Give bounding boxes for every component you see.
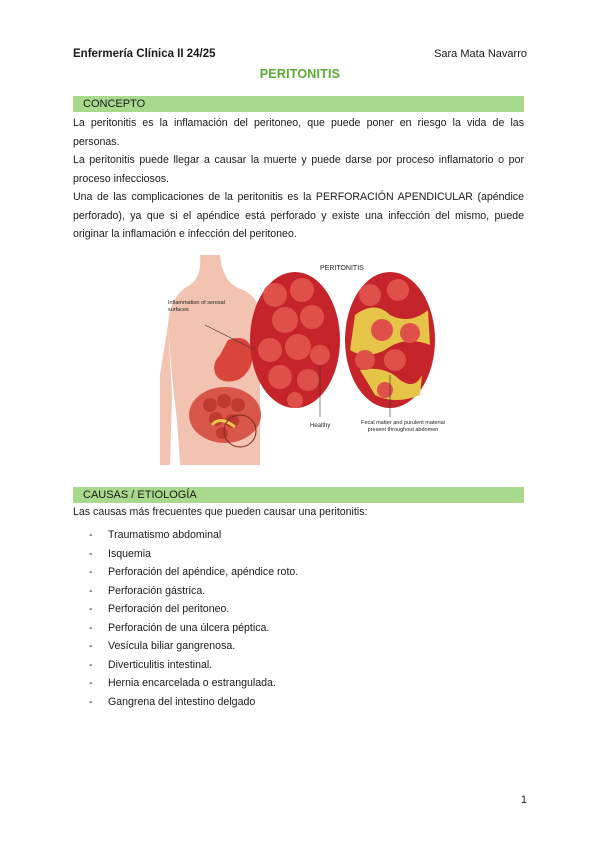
list-item	[73, 545, 298, 564]
peritonitis-illustration	[160, 255, 450, 465]
list-bullet: -	[89, 640, 93, 652]
document-author: Sara Mata Navarro	[434, 48, 527, 60]
list-bullet: -	[89, 566, 93, 578]
list-item	[73, 582, 298, 601]
section-heading-concepto	[73, 96, 524, 112]
figure-label-healthy: Healthy	[310, 423, 331, 429]
list-bullet: -	[89, 584, 93, 597]
list-item-text: Isquemia	[108, 547, 151, 560]
list-item	[73, 563, 298, 582]
list-bullet: -	[89, 603, 93, 615]
list-bullet: -	[89, 695, 93, 708]
list-item	[73, 656, 298, 675]
list-item	[73, 674, 298, 693]
list-item	[73, 637, 298, 656]
paragraph-causes-death: La peritonitis puede llegar a causar la muerte y puede darse por proceso inflamatorio o por proceso infecciosos.	[73, 154, 524, 185]
list-item-text: Traumatismo abdominal	[108, 529, 222, 541]
causes-list	[73, 526, 298, 711]
page-title: PERITONITIS	[259, 67, 341, 81]
list-item	[73, 693, 298, 712]
list-item-text: Diverticulitis intestinal.	[108, 658, 213, 671]
paragraph-definition: La peritonitis es la inflamación del peritoneo, que puede poner en riesgo la vida de las personas.	[73, 117, 524, 148]
figure-label-inflammation: Inflammation of serosal surfaces	[168, 300, 225, 313]
list-bullet: -	[89, 677, 93, 689]
list-bullet: -	[89, 547, 93, 560]
list-item-text: Perforación gástrica.	[108, 584, 206, 597]
section-heading-label: CONCEPTO	[83, 98, 146, 110]
list-item-text: Perforación del peritoneo.	[108, 603, 230, 615]
section-heading-label: CAUSAS / ETIOLOGÍA	[83, 489, 197, 501]
causes-intro: Las causas más frecuentes que pueden causar una peritonitis:	[73, 506, 368, 518]
figure-label-fecal: Fecal matter and purulent material present throughout abdomen	[361, 420, 445, 433]
page-number: 1	[520, 794, 527, 806]
list-bullet: -	[89, 658, 93, 671]
list-item	[73, 600, 298, 619]
list-item-text: Perforación de una úlcera péptica.	[108, 621, 270, 634]
list-item	[73, 526, 298, 545]
list-item-text: Perforación del apéndice, apéndice roto.	[108, 566, 299, 578]
list-item-text: Hernia encarcelada o estrangulada.	[108, 677, 276, 689]
section-heading-causas	[73, 487, 524, 503]
figure-label-main: PERITONITIS	[320, 265, 364, 272]
document-course-title: Enfermería Clínica II 24/25	[73, 48, 216, 60]
list-bullet: -	[89, 529, 93, 541]
list-item	[73, 619, 298, 638]
list-item-text: Gangrena del intestino delgado	[108, 695, 256, 708]
paragraph-complication: Una de las complicaciones de la peritonitis es la PERFORACIÓN APENDICULAR (apéndice perforado), ya que si el apéndice está perforado y existe una infección del mismo, puede originar la inflamación e infección del peritoneo.	[73, 191, 524, 240]
list-item-text: Vesícula biliar gangrenosa.	[108, 640, 236, 652]
list-bullet: -	[89, 621, 93, 634]
